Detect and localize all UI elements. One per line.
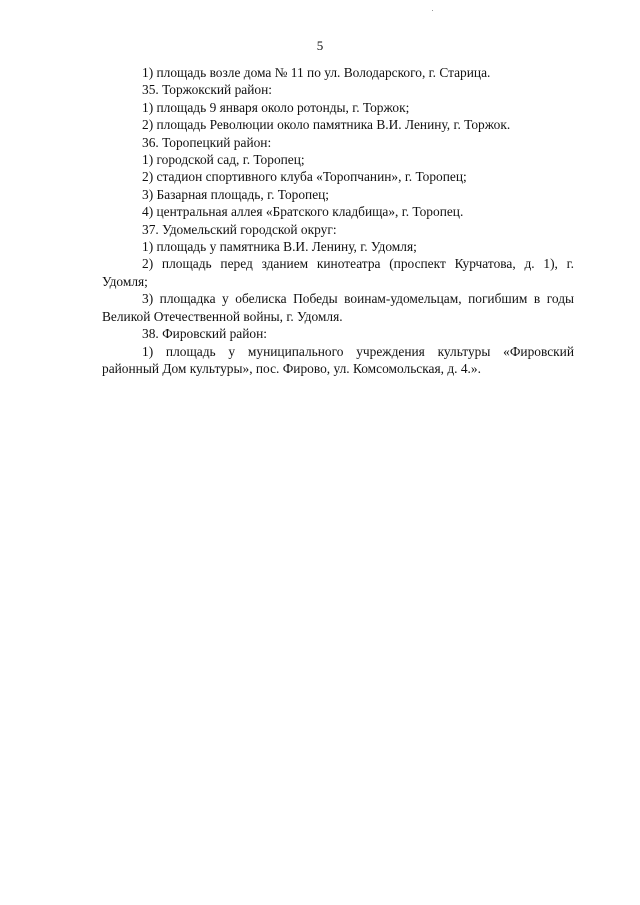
list-item: 3) площадка у обелиска Победы воинам-удомельцам, погибшим в годы Великой Отечественной войны, г. Удомля. xyxy=(102,291,574,324)
list-item: 1) площадь у муниципального учреждения культуры «Фировский районный Дом культуры», пос. Фирово, ул. Комсомольская, д. 4.». xyxy=(102,343,574,376)
document-body xyxy=(102,64,574,377)
list-item: 3) Базарная площадь, г. Торопец; xyxy=(142,186,330,202)
list-item: 2) стадион спортивного клуба «Торопчанин», г. Торопец; xyxy=(142,169,467,185)
scan-speck xyxy=(432,10,433,11)
list-item: 4) центральная аллея «Братского кладбища», г. Торопец. xyxy=(142,204,464,220)
section-heading: 38. Фировский район: xyxy=(142,326,267,342)
list-item: 1) площадь у памятника В.И. Ленину, г. Удомля; xyxy=(142,239,417,255)
list-item: 1) площадь возле дома № 11 по ул. Володарского, г. Старица. xyxy=(142,65,491,80)
section-heading: 37. Удомельский городской округ: xyxy=(142,221,337,237)
list-item: 2) площадь Революции около памятника В.И. Ленину, г. Торжок. xyxy=(142,117,511,133)
list-item: 1) площадь 9 января около ротонды, г. Торжок; xyxy=(142,99,410,115)
list-item: 1) городской сад, г. Торопец; xyxy=(142,152,305,168)
list-item: 2) площадь перед зданием кинотеатра (проспект Курчатова, д. 1), г. Удомля; xyxy=(102,256,574,289)
section-heading: 36. Торопецкий район: xyxy=(142,134,272,150)
page-number: 5 xyxy=(316,38,324,53)
section-heading: 35. Торжокский район: xyxy=(142,82,272,98)
